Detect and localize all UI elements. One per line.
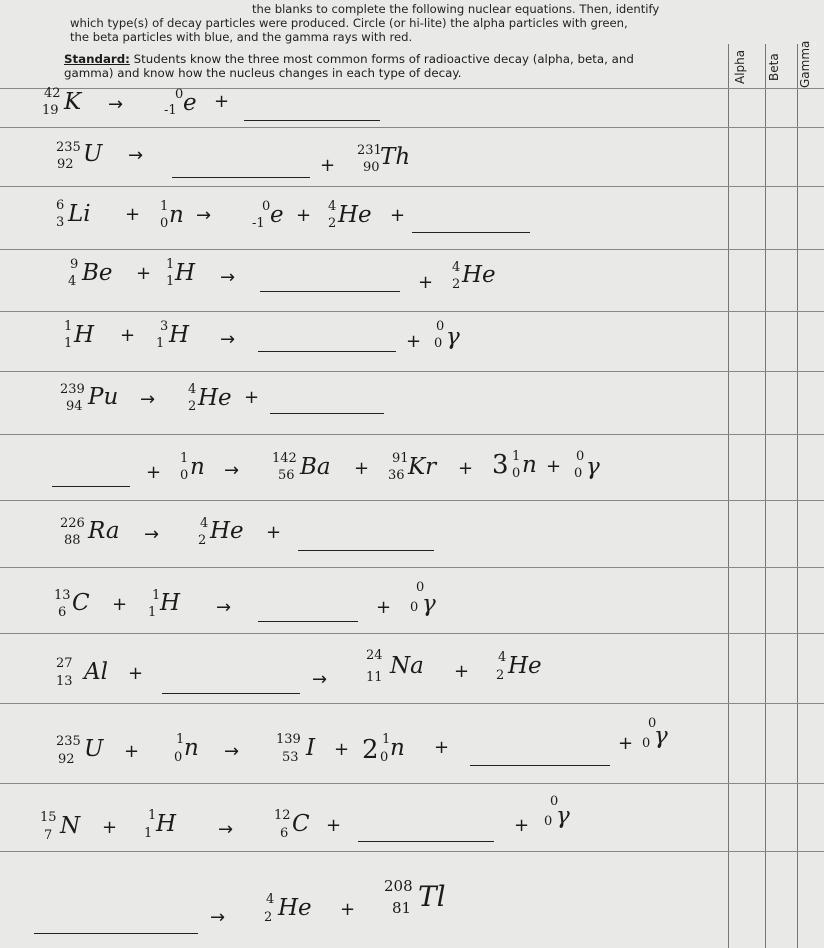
mass-number: 4: [266, 892, 275, 907]
mass-number: 15: [40, 810, 57, 825]
mass-number: 1: [382, 732, 391, 747]
plus-sign: +: [454, 661, 470, 682]
plus-sign: +: [458, 458, 474, 479]
equation-8: [0, 500, 730, 560]
instructions: [70, 2, 720, 44]
mass-number: 1: [152, 588, 161, 603]
plus-sign: +: [514, 815, 530, 836]
atomic-number: 0: [434, 336, 443, 351]
plus-sign: +: [266, 522, 282, 543]
equation-3: [0, 186, 730, 246]
answer-blank[interactable]: [52, 486, 130, 487]
mass-number: 13: [54, 588, 71, 603]
column-header-gamma: Gamma: [798, 40, 812, 88]
mass-number: 3: [160, 319, 169, 334]
plus-sign: +: [390, 205, 406, 226]
mass-number: 226: [60, 516, 85, 531]
element-symbol: Th: [380, 144, 411, 170]
element-symbol: N: [60, 813, 81, 839]
atomic-number: 0: [574, 466, 583, 481]
mass-number: 239: [60, 382, 85, 397]
mass-number: 1: [176, 732, 185, 747]
element-symbol: Li: [68, 201, 91, 227]
mass-number: 235: [56, 734, 81, 749]
gamma-symbol: γ: [446, 324, 460, 350]
plus-sign: +: [376, 597, 392, 618]
atomic-number: 0: [410, 600, 419, 615]
standard-block: [64, 52, 724, 80]
mass-number: 1: [64, 319, 73, 334]
column-header-beta: Beta: [767, 53, 781, 81]
plus-sign: +: [296, 205, 312, 226]
answer-blank[interactable]: [258, 351, 396, 352]
answer-blank[interactable]: [270, 413, 384, 414]
plus-sign: +: [214, 91, 230, 112]
element-symbol: H: [169, 322, 190, 348]
atomic-number: 2: [496, 668, 505, 683]
equation-11: [0, 703, 730, 767]
plus-sign: +: [146, 462, 162, 483]
atomic-number: 0: [512, 466, 521, 481]
atomic-number: 94: [66, 399, 83, 414]
plus-sign: +: [418, 272, 434, 293]
arrow: →: [216, 597, 232, 618]
mass-number: 27: [56, 656, 73, 671]
answer-blank[interactable]: [172, 177, 310, 178]
mass-number: 24: [366, 648, 383, 663]
mass-number: 4: [498, 650, 507, 665]
mass-number: 4: [200, 516, 209, 531]
atomic-number: 7: [44, 828, 53, 843]
atomic-number: 0: [380, 750, 389, 765]
equation-7: [0, 434, 730, 494]
arrow: →: [224, 460, 240, 481]
plus-sign: +: [434, 737, 450, 758]
plus-sign: +: [128, 663, 144, 684]
atomic-number: 92: [57, 157, 74, 172]
atomic-number: 0: [180, 468, 189, 483]
atomic-number: 2: [264, 910, 273, 925]
particle-symbol: e: [270, 202, 284, 228]
atomic-number: 3: [56, 215, 65, 230]
element-symbol: Pu: [88, 384, 119, 410]
plus-sign: +: [102, 817, 118, 838]
plus-sign: +: [354, 458, 370, 479]
element-symbol: He: [210, 518, 244, 544]
mass-number: 208: [384, 877, 413, 895]
answer-blank[interactable]: [358, 841, 494, 842]
atomic-number: 0: [642, 736, 651, 751]
element-symbol: He: [508, 653, 542, 679]
element-symbol: C: [292, 811, 310, 837]
element-symbol: Ra: [88, 518, 120, 544]
atomic-number: 19: [42, 103, 59, 118]
plus-sign: +: [124, 741, 140, 762]
coefficient: 2: [362, 735, 379, 765]
answer-blank[interactable]: [412, 232, 530, 233]
particle-symbol: e: [183, 90, 197, 116]
element-symbol: He: [338, 202, 372, 228]
atomic-number: 36: [388, 468, 405, 483]
plus-sign: +: [340, 899, 356, 920]
mass-number: 231: [357, 143, 382, 158]
mass-number: 9: [70, 257, 79, 272]
plus-sign: +: [326, 815, 342, 836]
atomic-number: 6: [280, 826, 289, 841]
arrow: →: [196, 205, 212, 226]
arrow: →: [128, 145, 144, 166]
instructions-line-1: the blanks to complete the following nuclear equations. Then, identify: [252, 2, 660, 16]
element-symbol: Tl: [418, 880, 446, 913]
equation-13: [0, 851, 730, 928]
equation-4: [0, 249, 730, 309]
instructions-line-3: the beta particles with blue, and the gamma rays with red.: [70, 30, 413, 44]
answer-blank[interactable]: [470, 765, 610, 766]
atomic-number: 0: [160, 216, 169, 231]
mass-number: 139: [276, 732, 301, 747]
arrow: →: [220, 329, 236, 350]
plus-sign: +: [112, 594, 128, 615]
coefficient: 3: [492, 450, 509, 480]
answer-blank[interactable]: [34, 933, 198, 934]
equation-12: [0, 783, 730, 843]
particle-symbol: n: [184, 735, 199, 761]
atomic-number: 1: [156, 336, 165, 351]
arrow: →: [144, 524, 160, 545]
mass-number: 0: [416, 580, 425, 595]
particle-symbol: n: [169, 202, 184, 228]
atomic-number: 11: [366, 670, 383, 685]
mass-number: 4: [188, 382, 197, 397]
mass-number: 0: [175, 87, 184, 102]
equation-9: [0, 567, 730, 627]
mass-number: 0: [550, 794, 559, 809]
atomic-number: 13: [56, 674, 73, 689]
answer-blank[interactable]: [298, 550, 434, 551]
mass-number: 42: [44, 86, 61, 101]
mass-number: 1: [166, 257, 175, 272]
standard-text-1: Students know the three most common forms of radioactive decay (alpha, beta, and: [133, 52, 634, 66]
atomic-number: 1: [148, 605, 157, 620]
mass-number: 235: [56, 140, 81, 155]
standard-line-2: gamma) and know how the nucleus changes in each type of decay.: [64, 66, 462, 80]
atomic-number: -1: [252, 216, 265, 231]
element-symbol: He: [278, 895, 312, 921]
mass-number: 0: [576, 449, 585, 464]
standard-label: Standard:: [64, 52, 130, 66]
element-symbol: K: [64, 89, 82, 115]
arrow: →: [210, 907, 226, 928]
element-symbol: Be: [82, 260, 113, 286]
column-divider-gamma: [797, 44, 798, 948]
atomic-number: 92: [58, 752, 75, 767]
mass-number: 0: [436, 319, 445, 334]
atomic-number: 6: [58, 605, 67, 620]
arrow: →: [108, 94, 124, 115]
atomic-number: 1: [166, 274, 175, 289]
element-symbol: Ba: [300, 454, 331, 480]
plus-sign: +: [334, 739, 350, 760]
element-symbol: I: [306, 735, 316, 761]
gamma-symbol: γ: [654, 723, 668, 749]
atomic-number: 53: [282, 750, 299, 765]
mass-number: 1: [160, 199, 169, 214]
mass-number: 12: [274, 808, 291, 823]
mass-number: 1: [512, 449, 521, 464]
atomic-number: 0: [174, 750, 183, 765]
atomic-number: 56: [278, 468, 295, 483]
instructions-line-2: which type(s) of decay particles were produced. Circle (or hi-lite) the alpha particles with green,: [70, 16, 628, 30]
plus-sign: +: [136, 263, 152, 284]
gamma-symbol: γ: [556, 803, 570, 829]
plus-sign: +: [618, 733, 634, 754]
atomic-number: -1: [164, 103, 177, 118]
plus-sign: +: [406, 331, 422, 352]
equation-6: [0, 371, 730, 431]
equation-2: [0, 127, 730, 187]
element-symbol: Al: [84, 659, 108, 685]
particle-symbol: n: [190, 454, 205, 480]
equation-5: [0, 311, 730, 371]
gamma-symbol: γ: [586, 454, 600, 480]
atomic-number: 2: [188, 399, 197, 414]
plus-sign: +: [320, 155, 336, 176]
column-header-alpha: Alpha: [733, 49, 747, 85]
atomic-number: 1: [144, 826, 153, 841]
arrow: →: [224, 741, 240, 762]
element-symbol: H: [74, 322, 95, 348]
mass-number: 0: [648, 716, 657, 731]
particle-symbol: n: [390, 735, 405, 761]
atomic-number: 2: [452, 277, 461, 292]
element-symbol: C: [72, 590, 90, 616]
element-symbol: H: [175, 260, 196, 286]
plus-sign: +: [125, 204, 141, 225]
answer-blank[interactable]: [244, 120, 380, 121]
arrow: →: [218, 819, 234, 840]
mass-number: 4: [328, 199, 337, 214]
mass-number: 1: [148, 808, 157, 823]
particle-symbol: n: [522, 452, 537, 478]
element-symbol: H: [156, 811, 177, 837]
element-symbol: Na: [390, 653, 424, 679]
mass-number: 6: [56, 198, 65, 213]
atomic-number: 88: [64, 533, 81, 548]
element-symbol: He: [462, 262, 496, 288]
atomic-number: 0: [544, 814, 553, 829]
answer-blank[interactable]: [258, 621, 358, 622]
standard-line-1: [64, 52, 724, 66]
atomic-number: 1: [64, 336, 73, 351]
mass-number: 142: [272, 451, 297, 466]
mass-number: 4: [452, 260, 461, 275]
plus-sign: +: [120, 325, 136, 346]
answer-blank[interactable]: [162, 693, 300, 694]
atomic-number: 90: [363, 160, 380, 175]
plus-sign: +: [546, 456, 562, 477]
gamma-symbol: γ: [422, 591, 436, 617]
mass-number: 1: [180, 451, 189, 466]
mass-number: 0: [262, 199, 271, 214]
equation-10: [0, 633, 730, 693]
element-symbol: He: [198, 385, 232, 411]
arrow: →: [220, 267, 236, 288]
arrow: →: [312, 669, 328, 690]
arrow: →: [140, 389, 156, 410]
element-symbol: U: [83, 141, 103, 167]
atomic-number: 2: [328, 216, 337, 231]
plus-sign: +: [244, 387, 260, 408]
element-symbol: Kr: [408, 454, 437, 480]
atomic-number: 81: [392, 899, 412, 917]
atomic-number: 4: [68, 274, 77, 289]
element-symbol: U: [84, 736, 104, 762]
atomic-number: 2: [198, 533, 207, 548]
answer-blank[interactable]: [260, 291, 400, 292]
mass-number: 91: [392, 451, 409, 466]
element-symbol: H: [160, 590, 181, 616]
column-divider-beta: [765, 44, 766, 948]
